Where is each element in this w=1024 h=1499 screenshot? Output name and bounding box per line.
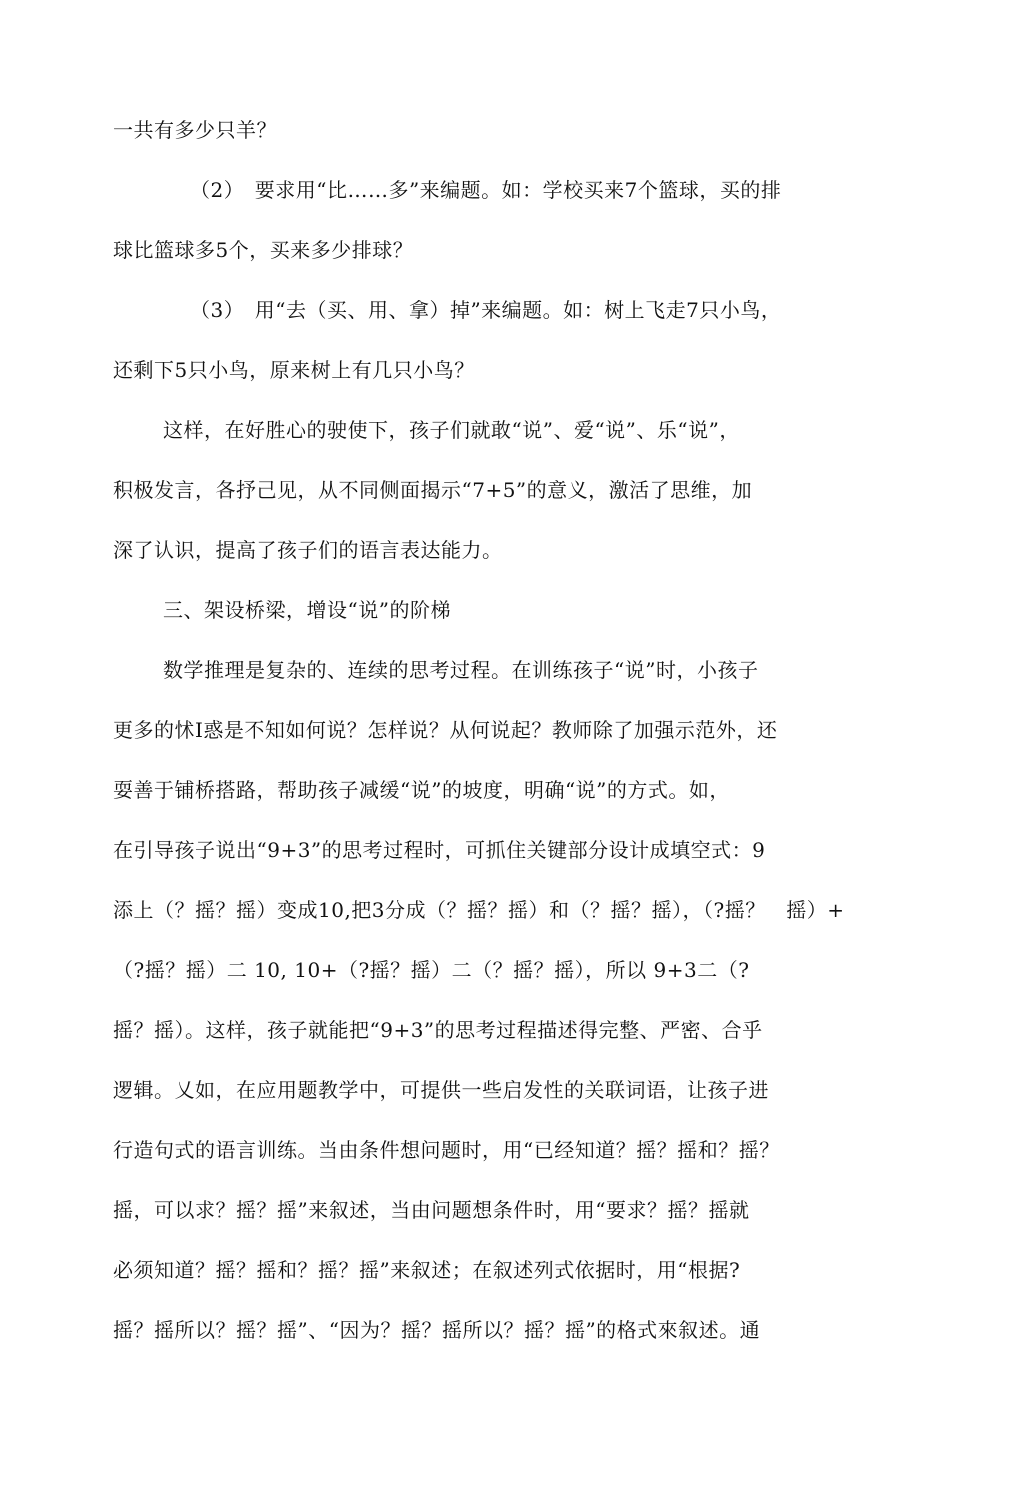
text-line-3: 球比篮球多5个，买来多少排球？ <box>113 238 414 262</box>
text-line-14: 添上（？摇？摇）变成10,把3分成（？摇？摇）和（？摇？摇），（?摇？ 摇）+ <box>113 898 845 922</box>
text-line-5: 还剩下5只小鸟，原来树上有几只小鸟？ <box>113 358 475 382</box>
text-line-19: 摇，可以求？摇？摇”来叙述，当由问题想条件时，用“要求？摇？摇就 <box>113 1198 750 1222</box>
text-line-11: 更多的怵I惑是不知如何说？怎样说？从何说起？教师除了加强示范外，还 <box>113 718 778 742</box>
text-line-10: 数学推理是复杂的、连续的思考过程。在训练孩子“说”时，小孩子 <box>163 658 759 682</box>
text-line-15: （?摇？摇）二 10, 10+（?摇？摇）二（？摇？摇），所以 9+3二（? <box>113 958 750 982</box>
text-line-7: 积极发言，各抒己见，从不同侧面揭示“7+5”的意义，激活了思维，加 <box>113 478 753 502</box>
text-line-8: 深了认识，提高了孩子们的语言表达能力。 <box>113 538 503 562</box>
text-line-21: 摇？摇所以？摇？摇”、“因为？摇？摇所以？摇？摇”的格式來叙述。通 <box>113 1318 761 1342</box>
text-line-18: 行造句式的语言训练。当由条件想问题时，用“已经知道？摇？摇和？摇？ <box>113 1138 780 1162</box>
text-line-1: 一共有多少只羊？ <box>113 118 277 142</box>
text-line-16: 摇？摇）。这样，孩子就能把“9+3”的思考过程描述得完整、严密、合乎 <box>113 1018 763 1042</box>
text-line-13: 在引导孩子说出“9+3”的思考过程时，可抓住关键部分设计成填空式：9 <box>113 838 766 862</box>
text-line-6: 这样，在好胜心的驶使下，孩子们就敢“说”、爱“说”、乐“说”， <box>163 418 740 442</box>
text-line-4: （3） 用“去（买、用、拿）掉”来编题。如：树上飞走7只小鸟， <box>190 298 782 322</box>
text-line-12: 耍善于铺桥搭路，帮助孩子减缓“说”的坡度，明确“说”的方式。如， <box>113 778 730 802</box>
text-line-17: 逻辑。乂如，在应用题教学中，可提供一些启发性的关联词语，让孩子进 <box>113 1078 769 1102</box>
text-line-2: （2） 要求用“比……多”来编题。如：学校买来7个篮球，买的排 <box>190 178 782 202</box>
section-heading: 三、架设桥梁，增设“说”的阶梯 <box>163 598 451 622</box>
text-line-20: 必须知道？摇？摇和？摇？摇”来叙述；在叙述列式依据时，用“根据? <box>113 1258 741 1282</box>
